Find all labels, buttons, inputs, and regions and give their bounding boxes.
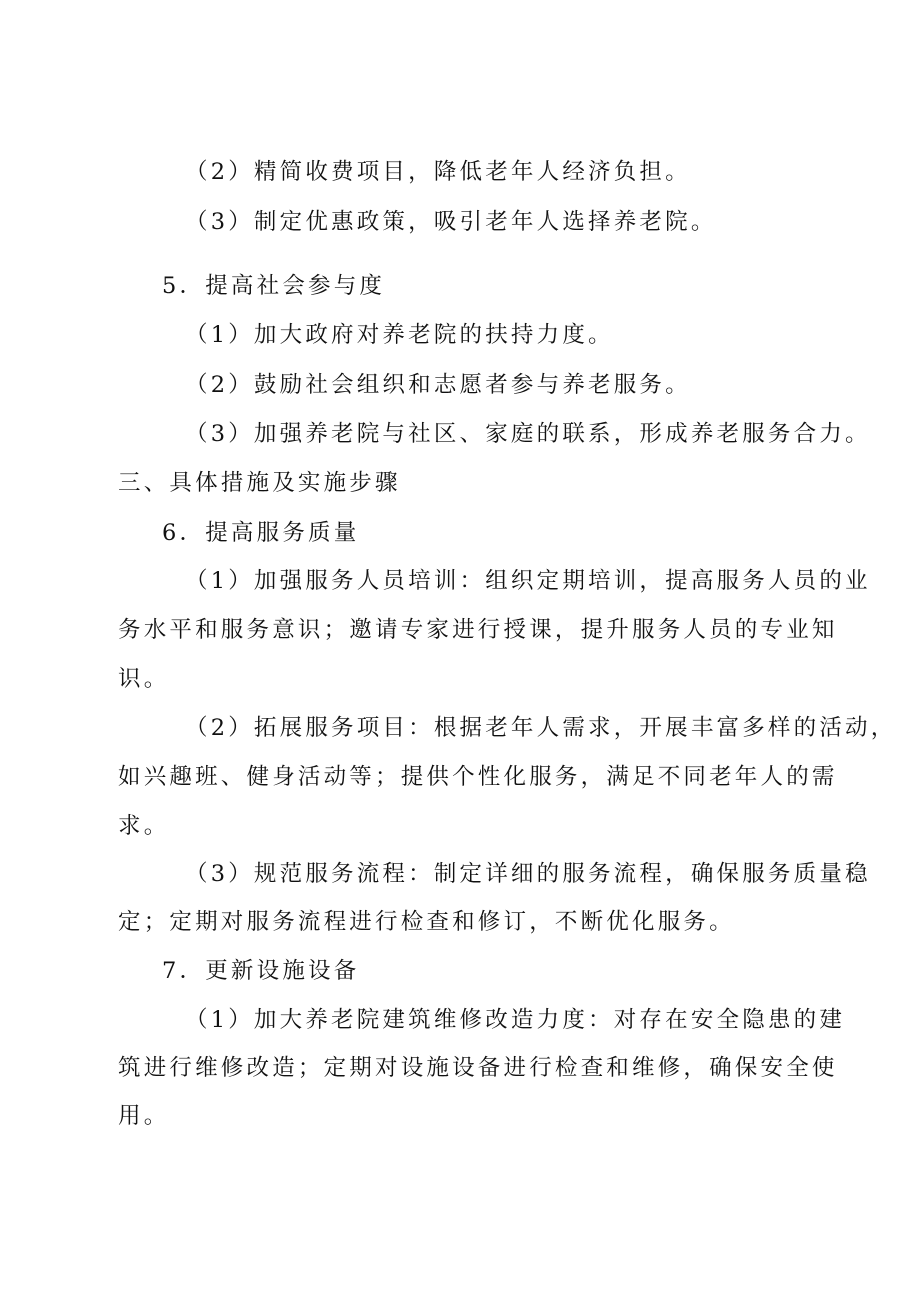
text-line-item-2-expand-services-end: 求。 (118, 813, 170, 839)
section-heading-7: 7．更新设施设备 (162, 958, 360, 984)
text-line-item-1-training-cont: 务水平和服务意识；邀请专家进行授课，提升服务人员的专业知 (118, 617, 838, 643)
text-line-item-2-expand-services: （2）拓展服务项目：根据老年人需求，开展丰富多样的活动， (185, 715, 897, 741)
text-line-item-1-training: （1）加强服务人员培训：组织定期培训，提高服务人员的业 (185, 568, 871, 594)
text-line-item-3-community-link: （3）加强养老院与社区、家庭的联系，形成养老服务合力。 (185, 421, 871, 447)
text-line-item-3-preferential-policy: （3）制定优惠政策，吸引老年人选择养老院。 (185, 209, 717, 235)
text-line-item-2-expand-services-cont: 如兴趣班、健身活动等；提供个性化服务，满足不同老年人的需 (118, 764, 838, 790)
text-line-item-1-renovation: （1）加大养老院建筑维修改造力度：对存在安全隐患的建 (185, 1007, 846, 1033)
text-line-item-1-government-support: （1）加大政府对养老院的扶持力度。 (185, 322, 614, 348)
text-line-item-1-renovation-end: 用。 (118, 1103, 170, 1129)
chapter-heading-3: 三、具体措施及实施步骤 (118, 470, 401, 496)
text-line-item-3-standardize-process: （3）规范服务流程：制定详细的服务流程，确保服务质量稳 (185, 861, 871, 887)
text-line-item-2-volunteers: （2）鼓励社会组织和志愿者参与养老服务。 (185, 372, 691, 398)
text-line-item-3-standardize-process-cont: 定；定期对服务流程进行检查和修订，不断优化服务。 (118, 909, 735, 935)
text-line-item-2-reduce-fees: （2）精简收费项目，降低老年人经济负担。 (185, 159, 691, 185)
text-line-item-1-renovation-cont: 筑进行维修改造；定期对设施设备进行检查和维修，确保安全使 (118, 1055, 838, 1081)
text-line-item-1-training-end: 识。 (118, 666, 170, 692)
section-heading-5: 5．提高社会参与度 (162, 273, 386, 299)
section-heading-6: 6．提高服务质量 (162, 520, 360, 546)
